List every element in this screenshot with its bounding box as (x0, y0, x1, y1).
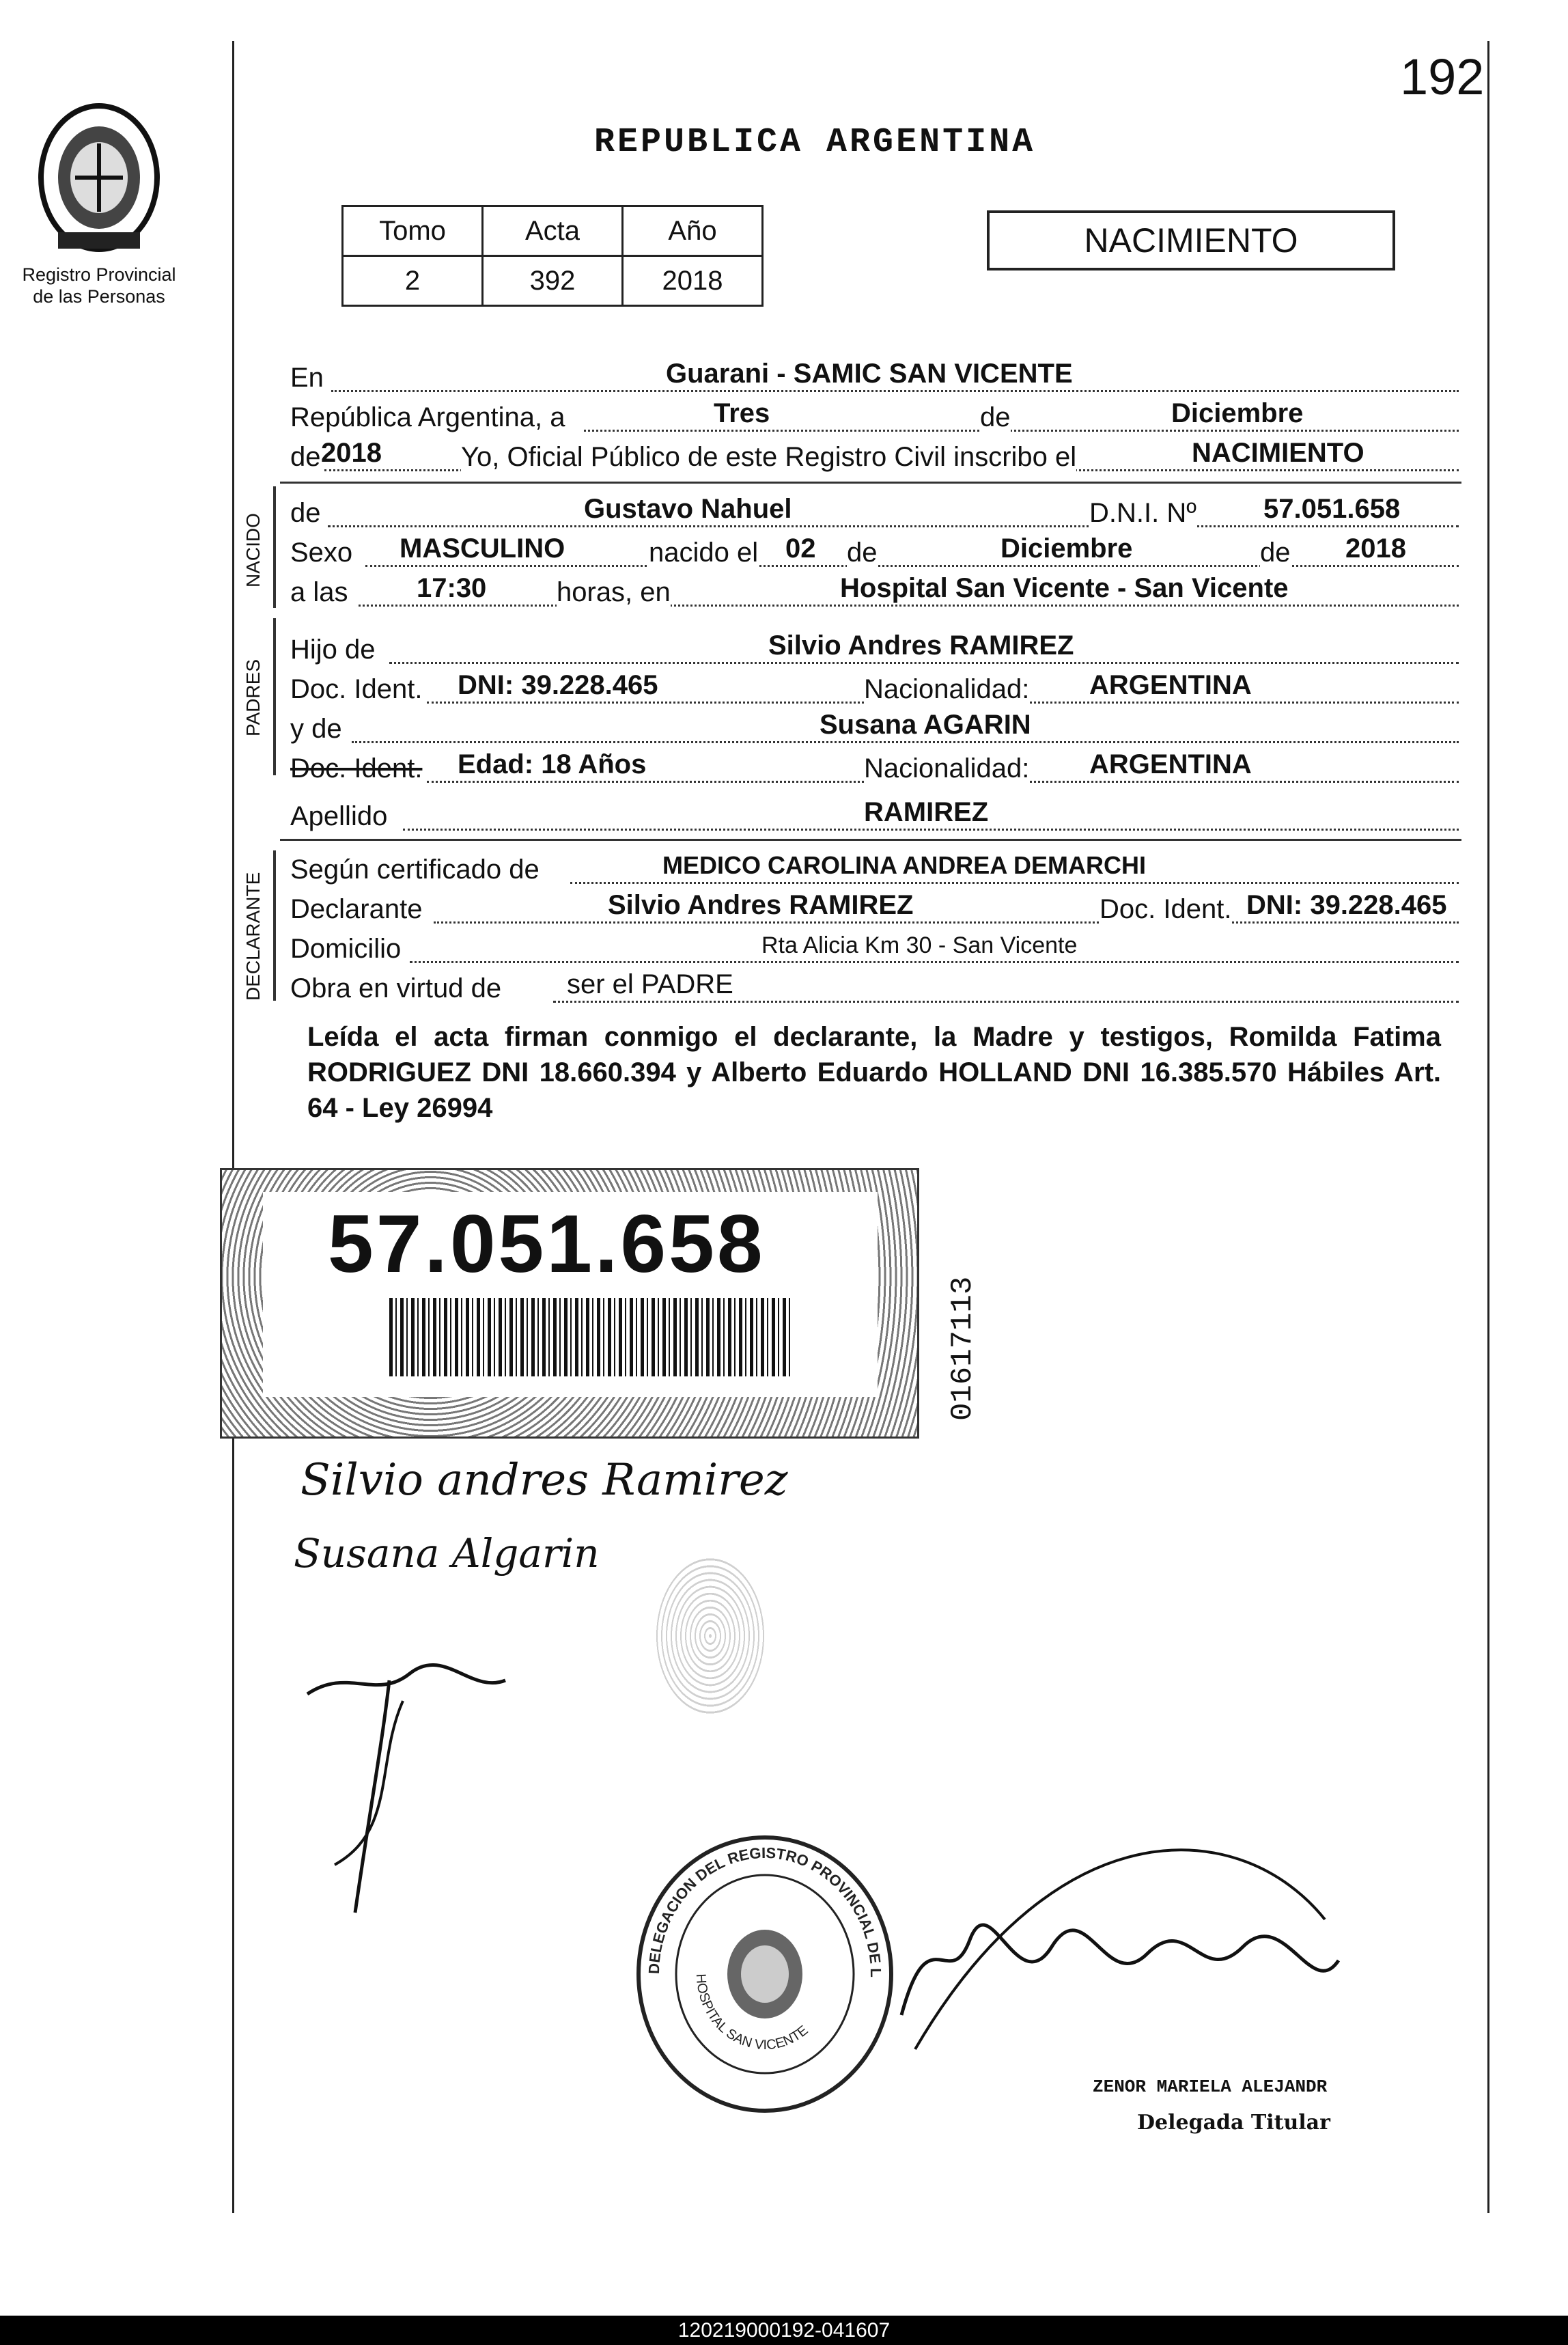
value-declarante: Silvio Andres RAMIREZ (608, 890, 914, 920)
value-dia-nacimiento: 02 (785, 533, 816, 564)
section-bar-nacido (273, 486, 276, 608)
value-nombre: Gustavo Nahuel (584, 494, 792, 524)
row-nombre (290, 490, 1459, 531)
header-tomo: Tomo (343, 206, 483, 256)
dni-barcode (389, 1298, 792, 1376)
mother-signature: Susana Algarin (294, 1530, 600, 1577)
row-oficial (290, 434, 1459, 475)
official-title: Delegada Titular (1137, 2111, 1330, 2135)
label-a-las: a las (290, 577, 348, 607)
row-padre-doc (290, 667, 1459, 708)
label-doc-padre: Doc. Ident. (290, 674, 423, 704)
label-nacionalidad-padre: Nacionalidad: (864, 674, 1030, 704)
value-madre: Susana AGARIN (820, 710, 1031, 740)
row-domicilio (290, 926, 1459, 967)
label-de: de (980, 402, 1011, 432)
divider-2 (280, 839, 1461, 841)
value-anio: 2018 (623, 256, 763, 306)
dni-sticker-number: 57.051.658 (328, 1198, 766, 1290)
label-en: En (290, 363, 324, 393)
divider-1 (280, 482, 1461, 484)
label-nacionalidad-madre: Nacionalidad: (864, 753, 1030, 783)
value-anio-inscripcion: 2018 (321, 438, 382, 468)
logo-caption-line2: de las Personas (33, 286, 165, 307)
value-sexo: MASCULINO (400, 533, 565, 564)
witness-signature (294, 1639, 540, 1930)
value-inscribe: NACIMIENTO (1192, 438, 1364, 468)
closing-statement: Leída el acta firman conmigo el declarante, la Madre y testigos, Romilda Fatima RODRIGUEZ DNI 18.660.394 y Alberto Eduardo HOLLAND DNI 16.385.570 Hábiles Art. 64 - Ley 26994 (307, 1022, 1441, 1123)
section-label-declarante: DECLARANTE (242, 872, 264, 1001)
label-doc-declarante: Doc. Ident. (1100, 894, 1232, 924)
value-edad-madre: Edad: 18 Años (458, 749, 647, 779)
value-mes-nacimiento: Diciembre (1000, 533, 1133, 564)
value-doc-declarante: DNI: 39.228.465 (1246, 890, 1447, 920)
value-lugar-nacimiento: Hospital San Vicente - San Vicente (840, 573, 1289, 603)
footer-code: 120219000192-041607 (0, 2316, 1568, 2345)
label-obra: Obra en virtud de (290, 973, 502, 1003)
row-madre-doc (290, 746, 1459, 787)
label-de2: de (290, 442, 321, 472)
document-title: REPUBLICA ARGENTINA (594, 123, 1036, 162)
label-domicilio: Domicilio (290, 934, 402, 964)
value-certificado: MEDICO CAROLINA ANDREA DEMARCHI (662, 851, 1146, 879)
label-oficial: Yo, Oficial Público de este Registro Civil inscribo el (461, 442, 1077, 472)
official-signature (888, 1844, 1366, 2073)
right-margin-line (1487, 41, 1489, 2213)
value-nacionalidad-madre: ARGENTINA (1089, 749, 1252, 779)
seal-ring-text: DELEGACION DEL REGISTRO PROVINCIAL DE L (645, 1844, 885, 1978)
record-type-box: NACIMIENTO (987, 210, 1395, 270)
official-name: ZENOR MARIELA ALEJANDR (1093, 2077, 1328, 2097)
label-nacido-el: nacido el (649, 538, 759, 568)
header-anio: Año (623, 206, 763, 256)
value-padre: Silvio Andres RAMIREZ (768, 630, 1074, 661)
label-declarante: Declarante (290, 894, 423, 924)
section-label-nacido: NACIDO (242, 513, 264, 587)
seal-inner-text: HOSPITAL SAN VICENTE (692, 1973, 811, 2053)
value-hora: 17:30 (417, 573, 487, 603)
official-seal (632, 1831, 898, 2118)
value-acta: 392 (483, 256, 623, 306)
row-sexo (290, 530, 1459, 571)
province-logo (34, 102, 164, 256)
value-doc-padre: DNI: 39.228.465 (458, 670, 658, 700)
label-republica: República Argentina, a (290, 402, 565, 432)
logo-caption-line1: Registro Provincial (22, 264, 176, 285)
row-certificado (290, 847, 1459, 888)
sticker-serial: 01617113 (946, 1276, 980, 1421)
value-anio-nacimiento: 2018 (1345, 533, 1406, 564)
value-nacionalidad-padre: ARGENTINA (1089, 670, 1252, 700)
header-acta: Acta (483, 206, 623, 256)
label-sexo: Sexo (290, 538, 353, 568)
label-dni: D.N.I. Nº (1089, 498, 1196, 528)
label-doc-madre: Doc. Ident. (290, 753, 423, 783)
value-lugar-inscripcion: Guarani - SAMIC SAN VICENTE (666, 359, 1073, 389)
label-y-de: y de (290, 714, 342, 744)
label-de3: de (847, 538, 878, 568)
row-hora (290, 570, 1459, 611)
row-padre (290, 627, 1459, 668)
value-dni: 57.051.658 (1263, 494, 1401, 524)
row-obra (290, 966, 1459, 1007)
label-apellido: Apellido (290, 801, 388, 831)
fingerprint (656, 1557, 765, 1715)
value-dia: Tres (714, 398, 770, 428)
label-certificado: Según certificado de (290, 855, 540, 885)
value-mes: Diciembre (1171, 398, 1304, 428)
label-de4: de (1260, 538, 1291, 568)
value-apellido: RAMIREZ (864, 797, 989, 827)
row-declarante (290, 887, 1459, 928)
value-obra: ser el PADRE (567, 969, 733, 999)
label-nombre: de (290, 498, 321, 528)
page-number: 192 (1400, 48, 1485, 105)
row-apellido (290, 794, 1459, 835)
row-republica (290, 395, 1459, 436)
logo-caption (14, 264, 184, 307)
left-margin-line (232, 41, 234, 2213)
value-domicilio: Rta Alicia Km 30 - San Vicente (761, 932, 1078, 958)
value-tomo: 2 (343, 256, 483, 306)
section-label-padres: PADRES (242, 658, 264, 736)
row-en (290, 355, 1459, 396)
section-bar-padres (273, 618, 276, 775)
section-bar-declarante (273, 850, 276, 1001)
father-signature: Silvio andres Ramirez (300, 1455, 788, 1505)
label-hijo-de: Hijo de (290, 635, 376, 665)
label-horas-en: horas, en (557, 577, 671, 607)
tomo-acta-anio-table (341, 205, 764, 307)
row-madre (290, 706, 1459, 747)
